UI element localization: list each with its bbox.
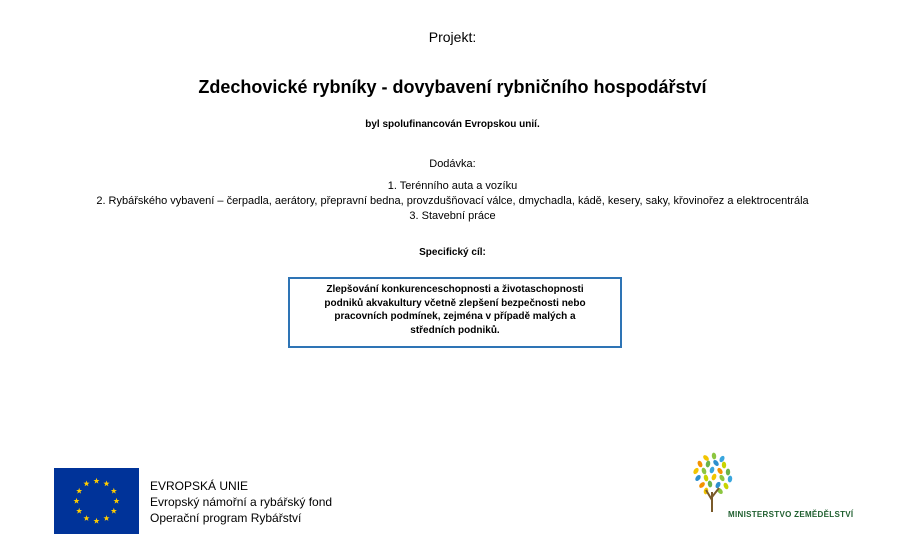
goal-box xyxy=(288,277,622,348)
eu-star-icon xyxy=(76,508,82,514)
eu-star-icon xyxy=(113,498,119,504)
delivery-label: Dodávka: xyxy=(429,158,476,170)
leaf-icon xyxy=(712,459,720,467)
goal-line: středních podniků. xyxy=(410,324,500,336)
leaf-icon xyxy=(697,460,704,468)
eu-star-icon xyxy=(76,488,82,494)
leaf-icon xyxy=(709,466,715,474)
goal-line: pracovních podmínek, zejména v případě malých a xyxy=(334,311,576,322)
goal-line: Zlepšování konkurenceschopnosti a životaschopnosti xyxy=(326,284,584,295)
leaf-icon xyxy=(694,474,702,482)
leaf-icon xyxy=(698,481,706,489)
eu-line: EVROPSKÁ UNIE xyxy=(150,479,249,493)
eu-flag-logo xyxy=(54,468,139,534)
delivery-list xyxy=(0,179,905,224)
eu-star-icon xyxy=(103,480,109,486)
eu-star-icon xyxy=(83,515,89,521)
delivery-item: 3. Stavební práce xyxy=(409,210,496,222)
leaf-icon xyxy=(716,467,724,475)
eu-star-icon xyxy=(111,488,117,494)
eu-star-icon xyxy=(73,498,79,504)
eu-stars-icon xyxy=(54,468,139,534)
leaf-icon xyxy=(722,461,727,468)
ministry-name: MINISTERSTVO ZEMĚDĚLSTVÍ xyxy=(728,510,854,519)
leaf-icon xyxy=(718,474,725,482)
project-label: Projekt: xyxy=(428,29,477,45)
leaf-icon xyxy=(723,482,730,490)
delivery-item: 1. Terénního auta a vozíku xyxy=(387,180,518,192)
goal-line: podniků akvakultury včetně zlepšení bezpečnosti nebo xyxy=(324,297,586,309)
eu-star-icon xyxy=(103,515,109,521)
leaf-icon xyxy=(727,475,732,482)
cofinancing-note: byl spolufinancován Evropskou unií. xyxy=(365,119,540,130)
leaf-icon xyxy=(692,467,699,475)
leaf-icon xyxy=(711,452,716,459)
leaf-icon xyxy=(703,474,709,482)
eu-line: Evropský námořní a rybářský fond xyxy=(150,495,333,509)
eu-star-icon xyxy=(111,508,117,514)
leaf-icon xyxy=(711,473,718,481)
eu-fund-text xyxy=(150,478,332,526)
eu-star-icon xyxy=(93,478,99,484)
eu-star-icon xyxy=(83,480,89,486)
eu-line: Operační program Rybářství xyxy=(150,511,302,525)
leaf-icon xyxy=(701,467,707,475)
leaf-icon xyxy=(707,480,712,487)
goal-label: Specifický cíl: xyxy=(419,247,486,258)
project-title: Zdechovické rybníky - dovybavení rybničního hospodářství xyxy=(198,77,707,97)
leaf-icon xyxy=(726,469,731,476)
leaf-icon xyxy=(705,460,711,468)
eu-star-icon xyxy=(93,518,99,524)
delivery-item: 2. Rybářského vybavení – čerpadla, aerátory, přepravní bedna, provzdušňovací válce, dmychadla, kádě, kesery, saky, křovinořez a elektrocentrála xyxy=(96,195,809,207)
